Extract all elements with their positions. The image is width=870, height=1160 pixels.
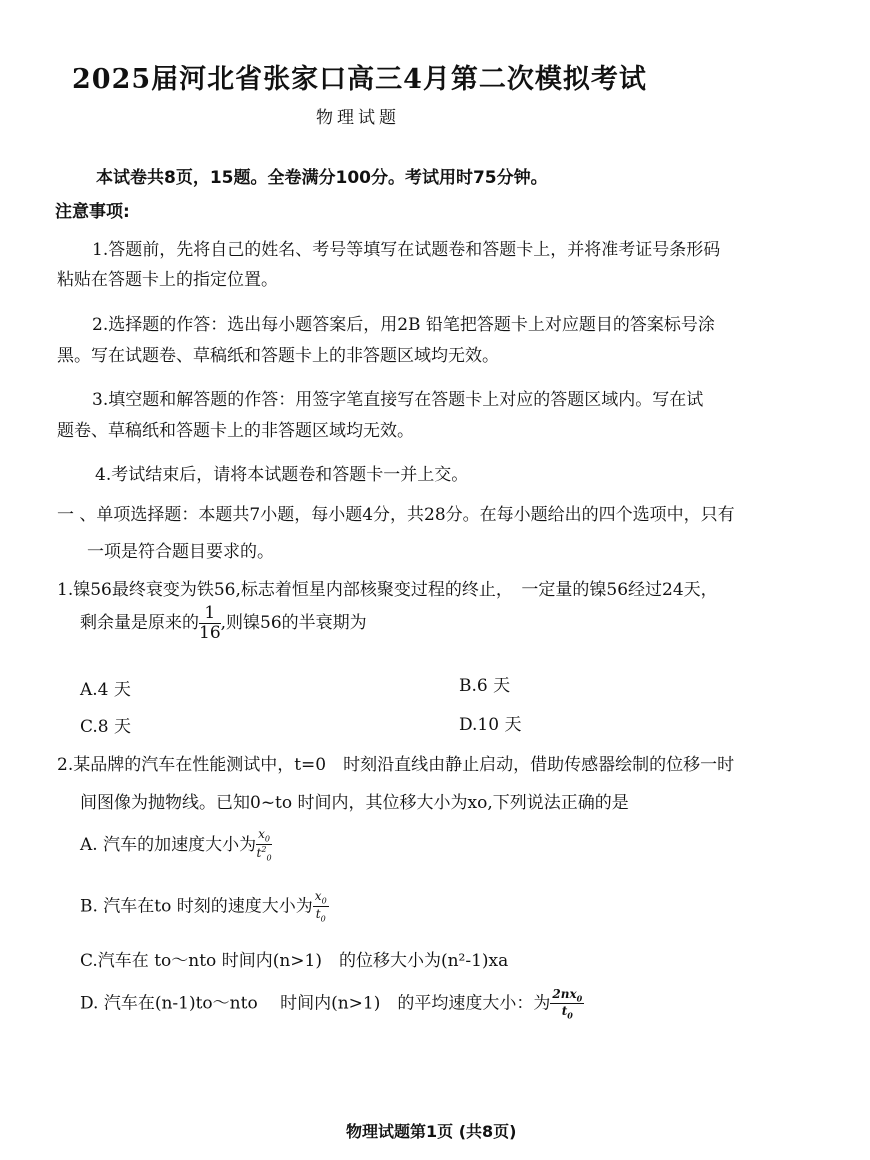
q2-option-a-den: t <box>256 846 262 861</box>
q1-line-2 <box>80 605 367 642</box>
q1-line-1: 1.镍56最终衰变为铁56,标志着恒星内部核聚变过程的终止， 一定量的镍56经过24天， <box>57 580 718 600</box>
q2-line-1: 2.某品牌的汽车在性能测试中，t=0 时刻沿直线由静止启动，借助传感器绘制的位移一时 <box>57 755 735 775</box>
q1-option-b: B.6 天 <box>459 676 511 696</box>
note-1-line-1: 1.答题前，先将自己的姓名、考号等填写在试题卷和答题卡上，并将准考证号条形码 <box>92 240 721 260</box>
q2-line-2: 间图像为抛物线。已知0~to 时间内，其位移大小为xo,下列说法正确的是 <box>80 793 629 813</box>
q2-option-d-text: D. 汽车在(n-1)to～nto 时间内(n>1) 的平均速度大小：为 <box>80 993 551 1014</box>
notice-heading: 注意事项: <box>55 202 130 222</box>
note-2-line-2: 黑。写在试题卷、草稿纸和答题卡上的非答题区域均无效。 <box>57 346 499 366</box>
note-1-line-2: 粘贴在答题卡上的指定位置。 <box>57 270 278 290</box>
q2-option-d-num: 2nx <box>552 987 577 1001</box>
q2-option-d-den: t <box>561 1004 568 1019</box>
q2-option-a-fraction <box>256 828 272 863</box>
q1-fraction <box>199 605 221 642</box>
q2-option-a-text: A. 汽车的加速度大小为 <box>80 834 257 855</box>
q2-option-b-den: t <box>315 907 321 922</box>
q2-option-a-num: x <box>258 827 265 841</box>
section-1-heading-line-1: 一 、单项选择题：本题共7小题，每小题4分，共28分。在每小题给出的四个选项中，只有 <box>57 505 735 525</box>
q1-text-before: 剩余量是原来的 <box>80 613 199 633</box>
q2-option-d <box>80 988 584 1020</box>
q1-text-after: ,则镍56的半衰期为 <box>220 613 367 633</box>
q2-option-b-text: B. 汽车在to 时刻的速度大小为 <box>80 896 313 917</box>
q2-option-b-num: x <box>314 889 322 903</box>
q1-option-c: C.8 天 <box>80 717 132 737</box>
q2-option-b-fraction <box>313 890 329 924</box>
q1-option-d: D.10 天 <box>459 715 522 735</box>
q2-option-d-den-sub: 0 <box>567 1010 573 1021</box>
q2-option-a <box>80 828 272 863</box>
q2-option-b <box>80 890 329 924</box>
q2-option-a-den-sup: 2 <box>261 845 267 855</box>
note-3-line-1: 3.填空题和解答题的作答：用签字笔直接写在答题卡上对应的答题区域内。写在试 <box>92 390 704 410</box>
exam-title: 2025届河北省张家口高三4月第二次模拟考试 <box>72 64 647 95</box>
section-1-heading-line-2: 一项是符合题目要求的。 <box>87 542 274 562</box>
note-2-line-1: 2.选择题的作答：选出每小题答案后，用2B 铅笔把答题卡上对应题目的答案标号涂 <box>92 315 715 335</box>
q2-option-d-num-sub: 0 <box>576 993 583 1004</box>
exam-subtitle: 物理试题 <box>316 108 400 128</box>
q2-option-a-den-sub: 0 <box>266 853 272 863</box>
page-footer: 物理试题第1页 (共8页) <box>346 1122 517 1141</box>
exam-summary: 本试卷共8页，15题。全卷满分100分。考试用时75分钟。 <box>96 168 548 188</box>
note-3-line-2: 题卷、草稿纸和答题卡上的非答题区域均无效。 <box>57 421 414 441</box>
q1-fraction-numerator: 1 <box>199 605 221 624</box>
q2-option-b-den-sub: 0 <box>320 914 326 924</box>
note-4: 4.考试结束后，请将本试题卷和答题卡一并上交。 <box>95 465 469 485</box>
q2-option-b-num-sub: 0 <box>321 896 327 906</box>
q1-fraction-denominator: 16 <box>199 623 221 643</box>
q2-option-c: C.汽车在 to～nto 时间内(n>1) 的位移大小为(n²-1)xa <box>80 951 509 971</box>
q1-option-a: A.4 天 <box>80 680 131 700</box>
q2-option-d-fraction <box>550 988 584 1020</box>
q2-option-a-num-sub: 0 <box>264 834 270 844</box>
